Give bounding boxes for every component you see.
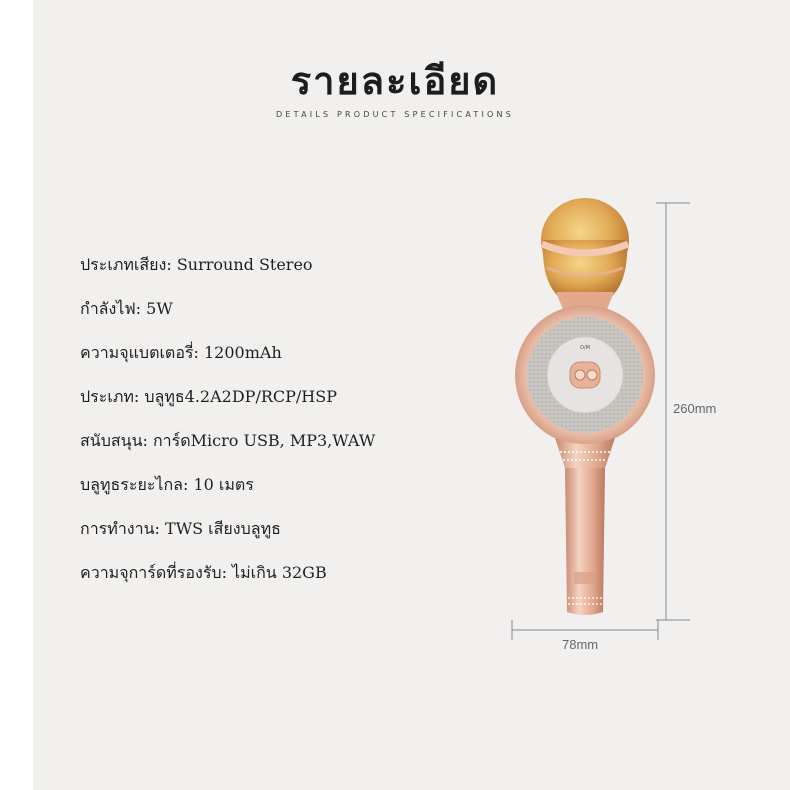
spec-battery: ความจุแบตเตอรี่: 1200mAh [80, 343, 282, 362]
mic-handle [565, 468, 605, 615]
mic-head [541, 198, 629, 312]
width-label: 78mm [562, 637, 599, 652]
page-subtitle: DETAILS PRODUCT SPECIFICATIONS [275, 110, 514, 119]
spec-operation: การทำงาน: TWS เสียงบลูทูธ [80, 519, 281, 538]
spec-support: สนับสนุน: การ์ดMicro USB, MP3,WAW [80, 431, 376, 450]
svg-text:O/M: O/M [580, 345, 590, 351]
spec-bluetooth-range: บลูทูธระยะไกล: 10 เมตร [80, 475, 254, 494]
height-label: 260mm [673, 401, 717, 416]
page-title: รายละเอียด [290, 58, 500, 103]
spec-card-capacity: ความจุการ์ดที่รองรับ: ไม่เกิน 32GB [80, 563, 327, 582]
mic-control-body [515, 305, 655, 445]
spec-power: กำลังไฟ: 5W [80, 299, 173, 318]
spec-sound-type: ประเภทเสียง: Surround Stereo [80, 255, 313, 274]
spec-type: ประเภท: บลูทูธ4.2A2DP/RCP/HSP [80, 387, 337, 406]
